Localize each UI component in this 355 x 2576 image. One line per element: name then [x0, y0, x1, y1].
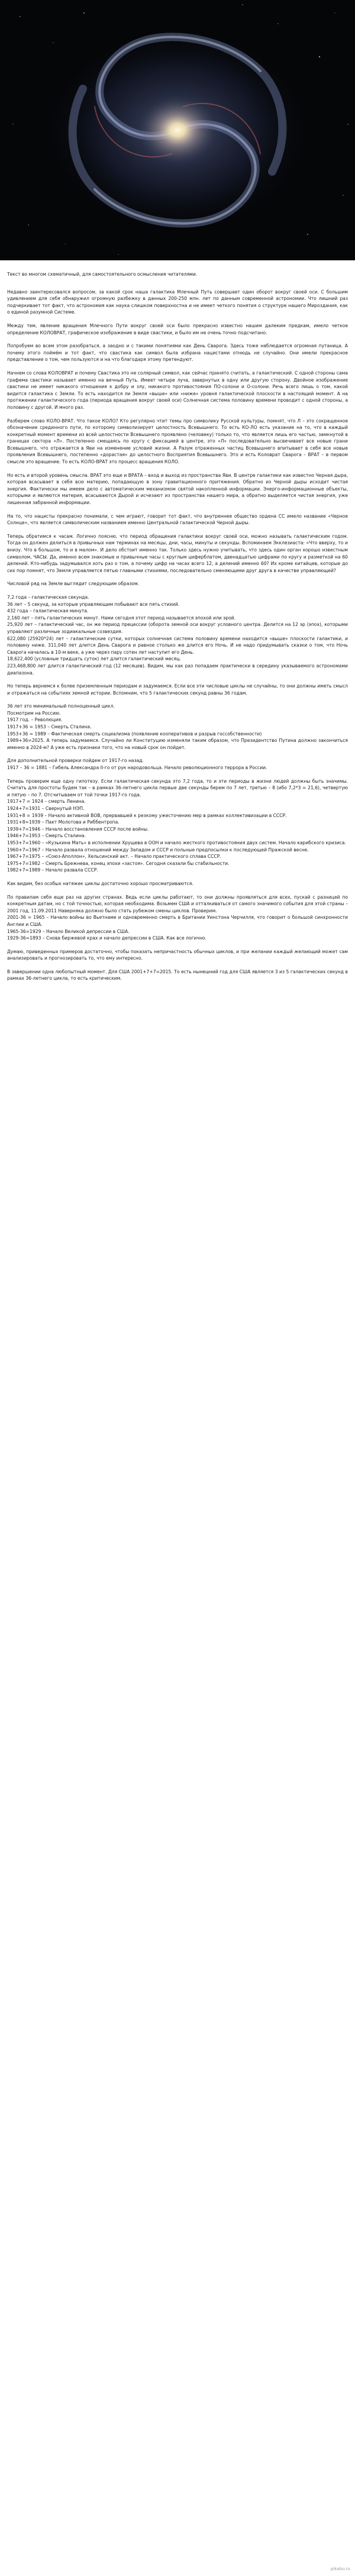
paragraph: Но есть и второй уровень смысла. ВРАТ это еще и ВРАТА – вход и выход из пространства Яви. В центре галактики как известно Черная дыра, которая всасывает в себя всю материю, попадающую в зону гравитационного притяжения. Обратно из Черной дыры исходит чистая энергия. Фактически мы имеем дело с автоматическим механизмом святой накопленной информации. Энерго-информационные объекты, которыми и являются материя, всасываются Дырой и исчезают из пространства нашего мира, а обратно выделяется чистая энергия, уже лишенная забранной информации. [7, 472, 348, 506]
usa-cycle-list: По правилам себя еще раз на других странах. Ведь если циклы работают, то они должны проявляться для всех, пускай с разницей по конкретным датам, но с той точностью, которая необходима. Возьмем США и отталкиваться от самого значимого события для этой страны – 2001 год, 11.09.2011 Наверняка должно было стать рубежом смены циклов. Проверим. 2001-36 = 1965 – Начало войны во Вьетнаме и одновременно смерть в Британии Уинстона Черчилля, что говорит о большой синхронности Англии и США. 1965-36=1929 – Начало Великой депрессии в США. 1929-36=1893 – Снова биржевой крах и начало депрессии в США. Как все логично. [7, 894, 348, 941]
paragraph: Числовой ряд на Земле выглядит следующим образом. [7, 581, 140, 587]
paragraph-conclusion: В завершении одна любопытный момент. Для США 2001+7+7=2015. То есть нынешний год для США является 3 из 5 галактических секунд в рамках 36-летнего цикла, то есть критическим. [7, 969, 348, 982]
paragraph: Как видим, без особых натяжек циклы достаточно хорошо просматриваются. [7, 880, 193, 886]
russia-cycle-list: 36 лет это минимальный полноценный цикл. Посмотрим на Россию. 1917 год. – Революция. 1917+36 = 1953 – Смерть Сталина. 1953+36 = 1989 – Фактическая смерть социализма (появление кооперативов и разрыв госсобственности) 1989+36=2025. А теперь задумаемся. Случайно ли Конституцию изменяли таким образом, что Президентство Путина должно закончиться именно в 2024-м? А уже есть признаки того, что на новый срок он пойдет. [7, 703, 348, 750]
spiral-galaxy-illustration [0, 0, 355, 260]
paragraph: Начнем со слова КОЛОВРАТ и почему Свастика это не солярный символ, как сейчас принято считать, а галактический. С одной стороны сама графема свастики называет именно на вечный Путь. Имеет четыре луча, завернутых в одну или другую сторону. Двойное изображение свастики не имеет никакого отношения к добру и злу, никакого противостояния ПО-солони и О-солони. Речь всего лишь о том, какой видится галактика с Земли. То есть находится ли Земля «выше» или «ниже» уровня галактической плоскости в настоящий момент. А на протяжении галактического года (периода вращения вокруг своей оси) Солнечная система половину времени проводит с одной стороны, а половину с другой. И много раз. [7, 370, 348, 410]
galaxy-image [0, 0, 355, 260]
paragraph: На то, что нацисты прекрасно понимали, с чем играют, говорит тот факт, что внутреннее общество ордена СС имело название «Черное Солнце», что является символическим названием именно Центральной галактической Черной дыры. [7, 513, 348, 526]
paragraph: Но теперь вернемся к более приземленным периодам и задумаемся. Если все эти числовые циклы не случайны, то они должны иметь смысл и отражаться на событиях земной истории. Вспомним, что 5 галактических секунд равны 36 годам. [7, 683, 348, 696]
paragraph: Между тем, явление вращения Млечного Пути вокруг своей оси было прекрасно известно нашим далеким предкам, имело четкое определение КОЛОВРАТ, графическое изображение в виде свастики, и было им не очень точно подсчитано. [7, 322, 348, 335]
paragraph: Разберем слово КОЛО-ВРАТ. Что такое КОЛО? Кто регулярно чтит темы про символику Русской культуры, помнят, что Л – это сокращенное обозначение срединного пути, по которому символизирует целостность Всевышнего. То есть КО-ЛО есть указание на то, что в каждый конкретный момент времени из всей целостности Всевышнего проявлено (человеку) только то, что является лишь его частью, замкнутой в границах сектора «Л». Постепенно смещаясь по кругу с фиксацией в центре, это «Л» последовательно высвечивает все новые грани Всевышнего, что отражается в Яви на изменение условий жизни. А Разум отраженных частиц Всевышнего впитывает в себя все новые проявления Всевышнего, постепенно «дорастая» до целостного Восприятия Всевышнего. Это и есть Коловрат Сварога – ВРАТ – в первом смысле это вращение. То есть КОЛО-ВРАТ это процесс вращения КОЛО. [7, 418, 348, 465]
article-body [0, 260, 355, 982]
seconds-cycle-list: Теперь проверим еще одну гипотезу. Если галактическая секунда это 7,2 года, то и эти периоды в жизни людей должны быть значимы. Считать для простоты будем так – в рамках 36-летнего цикла первые две секунды берем по 7 лет, третью – 8 (ибо 7,2*3 = 21,6), четвертую и пятую – по 7. Отсчитываем от той точки 1917-го года. 1917+7 = 1924 – смерть Ленина. 1924+7=1931 – Свернутый НЭП. 1931+8 = 1939 – Начало активной ВОВ, прервавшей к резкому ужесточению мер в рамках коллективизации в СССР. 1931+8=1939 – Пакт Молотова и Риббентропа. 1939+7=1946 – Начало восстановления СССР после войны. 1946+7=1953 – Смерть Сталина. 1953+7=1960 – «Кузькина Мать» в исполнении Хрущева в ООН и начало жесткого противостояния двух систем. Начало карибского кризиса. 1960+7=1967 – Начало развала отношений между Западом и СССР и польные предпосылки к последующей Пражской весне. 1967+7=1975 – «Союз-Аполлон», Хельсинский акт. – Начало практического сплава СССР. 1975+7=1982 – Смерть Брежнева, конец эпохи «застоя». Сегодня сказали бы стабильности. 1982+7=1989 – Начало развала СССР. [7, 778, 348, 873]
paragraph: Думаю, приведенных примеров достаточно, чтобы показать непричастность обычных циклов, и при желании каждый желающий может сам анализировать и прогнозировать то, что ему интересно. [7, 948, 348, 961]
paragraph: Недавно заинтересовался вопросом, за какой срок наша галактика Млечный Путь совершает один оборот вокруг своей оси. С большим удивлением для себя обнаружил огромную разбежку в данных 200-250 млн. лет по данным современной астрономии. Что лишний раз подчеркивает тот факт, что астрономия как наука слишком поверхностна и не имеет четкого понятия о структуре нашего Мироздания, как о единой разумной Системе. [7, 289, 348, 315]
paragraph: Теперь обратимся к часам. Логично поясню, что период обращения галактики вокруг своей оси, можно называть галактическим годом. Тогда он должен делиться в привычных нам терминах на месяцы, дни, часы, минуты и секунды. Вспоминаем Экклезиаста: «Что вверху, то и внизу. Что в большом, то и в малом». И дело обстоит именно так. Только здесь нужно учитывать, что здесь один орган хорошо известным символом, ЧАСЫ. Да, именно всем знакомые и привычные часы с круглым циферблатом, двенадцатью цифрами по кругу и разметкой на 60 делений. Кто-нибудь задумывался хоть раз о том, а почему цифр на часах всего 12, а делений именно 60? Их кроме китайцев, которые до сих пор помнят, что Земля управляется пятью главными стихиями, последовательно сменяющими друг друга в качестве управляющей? [7, 533, 348, 573]
numeric-series-list: 7,2 года – галактическая секунда. 36 лет – 5 секунд, за которые управляющим побывают все пять стихий. 432 года – галактическая минута. 2,160 лет – пять галактических минут. Нами сегодня этот период называется эпохой или эрой. 25,920 лет – галактический час, он же период прецессии (оборота земной оси вокруг условного центра. Делится на 12 эр (эпох), которыми управляют различные зодиакальные созвездия. 622,080 (25920*24) лет – галактические сутки, которых солнечная система половину времени находится «выше» плоскости галактики, и половину ниже. 311,040 лет длится День Сварога и равное столько же длится его Ночь. И не надо придумывать сказки о том, что Ночь Сварога началась в 10-м веке, а уже через пару сотен лет наступит его День. 18,622,400 (условные тридцать суток) лет длится галактический месяц. 223,468,800 лет длится галактический год (12 месяцев). Видим, мы как раз попадаем практически в середину указываемого астрономами диапазона. [7, 594, 348, 676]
backward-check-list: Для дополнительной проверки пойдем от 1917-го назад. 1917 – 36 = 1881 – Гибель Александра II-го от рук народовольца. Начало революционного террора в России. [7, 758, 267, 771]
watermark: pikabu.ru [330, 2567, 350, 2571]
paragraph-intro: Текст во многом схематичный, для самостоятельного осмысления читателями. [7, 272, 198, 277]
paragraph: Попробуем во всем этом разобраться, а заодно и с такими понятиями как День Сварога. Здесь тоже наблюдается огромная путаница. А почему этого поймём и тот факт, что свастика как символ была избрана нацистами отнюдь не случайно. Они имели прекрасное представление о том, чем пользуются и на что благодаря этому претендуют. [7, 343, 348, 363]
